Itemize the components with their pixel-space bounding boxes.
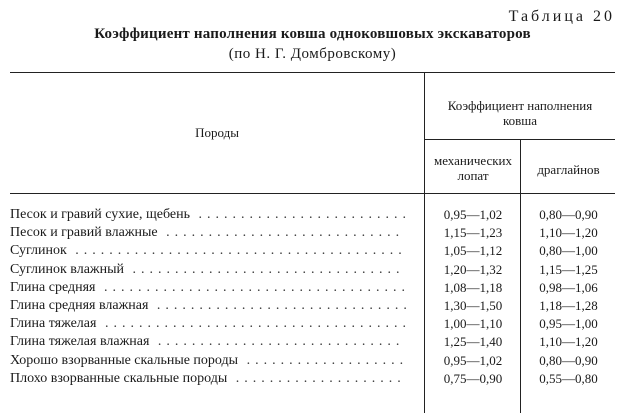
cell-dragline-value: 0,95—1,00 (539, 316, 598, 332)
leader-dots: .................................... (95, 279, 410, 295)
cell-shovel-value: 1,25—1,40 (443, 334, 503, 350)
cell-dragline-value: 0,80—1,00 (539, 243, 598, 259)
cell-shovel-value: 1,15—1,23 (443, 225, 503, 241)
cell-shovel-value: 1,05—1,12 (443, 243, 503, 259)
row-label (10, 207, 411, 223)
row-label-text: Глина средняя влажная (10, 298, 149, 313)
header-draglines: драглайнов (537, 162, 600, 177)
cell-shovel-value: 0,95—1,02 (443, 207, 503, 222)
row-label-text: Песок и гравий сухие, щебень (10, 207, 190, 222)
cell-shovel-value: 1,00—1,10 (443, 316, 503, 332)
row-label-text: Глина средняя (10, 279, 96, 295)
cell-dragline-value: 1,10—1,20 (539, 334, 598, 350)
table-number: Таблица 20 (508, 8, 615, 25)
cell-shovel-value: 0,75—0,90 (443, 370, 503, 386)
header-rocks: Породы (195, 125, 239, 140)
row-label (10, 334, 404, 350)
cell-dragline-value: 1,10—1,20 (539, 225, 598, 241)
header-bottom-rule (10, 193, 615, 194)
header-shovels: механических лопат (433, 153, 512, 183)
row-label-text: Глина тяжелая (10, 316, 97, 332)
header-fill-coefficient: Коэффициент наполнения ковша (447, 98, 593, 128)
row-label (10, 262, 404, 278)
leader-dots: .................... (227, 370, 406, 386)
row-label-text: Хорошо взорванные скальные породы (10, 352, 239, 368)
table-subtitle: (по Н. Г. Домбровскому) (228, 46, 397, 62)
leader-dots: .............................. (148, 298, 412, 313)
leader-dots: .................................... (96, 316, 411, 332)
row-label (10, 353, 408, 369)
row-label-text: Глина тяжелая влажная (10, 334, 150, 350)
leader-dots: ......................... (190, 207, 411, 222)
leader-dots: ................... (238, 352, 409, 368)
row-label-text: Плохо взорванные скальные породы (10, 370, 228, 386)
cell-dragline-value: 1,15—1,25 (539, 261, 598, 277)
cell-dragline-value: 0,55—0,80 (539, 370, 598, 386)
leader-dots: ................................ (123, 261, 405, 277)
leader-dots: ............................. (149, 334, 405, 350)
row-label (10, 243, 407, 259)
row-label (10, 225, 404, 241)
leader-dots: ....................................... (66, 243, 407, 259)
row-label-text: Суглинок влажный (10, 261, 124, 277)
row-label-text: Суглинок (10, 243, 67, 259)
row-label (10, 280, 410, 296)
leader-dots: ............................ (157, 225, 405, 241)
cell-shovel-value: 0,95—1,02 (443, 352, 503, 368)
cell-dragline-value: 1,18—1,28 (539, 298, 598, 313)
table-title: Коэффициент наполнения ковша одноковшовых экскаваторов (94, 26, 531, 42)
cell-dragline-value: 0,80—0,90 (539, 207, 598, 222)
cell-dragline-value: 0,98—1,06 (539, 279, 598, 295)
row-label (10, 298, 412, 314)
cell-dragline-value: 0,80—0,90 (539, 352, 598, 368)
row-label-text: Песок и гравий влажные (10, 225, 158, 241)
cell-shovel-value: 1,08—1,18 (443, 279, 503, 295)
column-divider-main (424, 72, 425, 413)
column-divider-sub (520, 139, 521, 413)
row-label (10, 316, 411, 332)
table-top-rule (10, 72, 615, 73)
cell-shovel-value: 1,20—1,32 (443, 261, 503, 277)
row-label (10, 371, 406, 387)
cell-shovel-value: 1,30—1,50 (443, 298, 503, 313)
